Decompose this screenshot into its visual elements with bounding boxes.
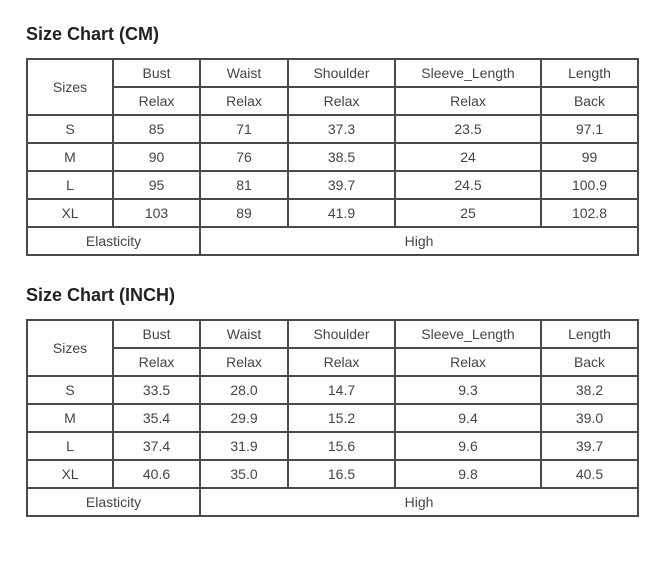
size-chart-inch-title: Size Chart (INCH) <box>26 285 176 305</box>
table-row <box>27 404 638 432</box>
cm-column-header: Shoulder <box>288 59 395 87</box>
cm-column-header: Sleeve_Length <box>395 59 541 87</box>
inch-subheader-row <box>27 348 638 376</box>
cm-size-label: L <box>27 171 113 199</box>
inch-value-cell: 37.4 <box>113 432 200 460</box>
cm-column-header: Bust <box>113 59 200 87</box>
inch-column-header: Sleeve_Length <box>395 320 541 348</box>
cm-value-cell: 23.5 <box>395 115 541 143</box>
inch-column-header: Shoulder <box>288 320 395 348</box>
inch-value-cell: 33.5 <box>113 376 200 404</box>
cm-value-cell: 24.5 <box>395 171 541 199</box>
inch-value-cell: 39.0 <box>541 404 638 432</box>
cm-value-cell: 71 <box>200 115 288 143</box>
size-chart-inch-table <box>26 319 639 517</box>
cm-value-cell: 39.7 <box>288 171 395 199</box>
inch-size-label: XL <box>27 460 113 488</box>
cm-value-cell: 102.8 <box>541 199 638 227</box>
cm-value-cell: 76 <box>200 143 288 171</box>
inch-value-cell: 9.6 <box>395 432 541 460</box>
cm-value-cell: 103 <box>113 199 200 227</box>
inch-value-cell: 39.7 <box>541 432 638 460</box>
table-row <box>27 171 638 199</box>
cm-column-subheader: Relax <box>200 87 288 115</box>
cm-size-label: M <box>27 143 113 171</box>
cm-column-subheader: Relax <box>113 87 200 115</box>
cm-value-cell: 41.9 <box>288 199 395 227</box>
inch-value-cell: 28.0 <box>200 376 288 404</box>
size-chart-cm-title: Size Chart (CM) <box>26 24 160 44</box>
cm-value-cell: 99 <box>541 143 638 171</box>
inch-size-label: L <box>27 432 113 460</box>
inch-elasticity-row <box>27 488 638 516</box>
inch-elasticity-value: High <box>200 488 638 516</box>
cm-column-subheader: Relax <box>395 87 541 115</box>
cm-subheader-row <box>27 87 638 115</box>
inch-value-cell: 35.4 <box>113 404 200 432</box>
inch-column-subheader: Relax <box>113 348 200 376</box>
table-row <box>27 432 638 460</box>
cm-column-header: Waist <box>200 59 288 87</box>
inch-header-row <box>27 320 638 348</box>
inch-value-cell: 16.5 <box>288 460 395 488</box>
table-row <box>27 460 638 488</box>
inch-column-subheader: Relax <box>395 348 541 376</box>
inch-value-cell: 15.2 <box>288 404 395 432</box>
cm-value-cell: 90 <box>113 143 200 171</box>
inch-sizes-header: Sizes <box>27 320 113 376</box>
table-row <box>27 143 638 171</box>
inch-column-header: Length <box>541 320 638 348</box>
size-chart-cm-table <box>26 58 639 256</box>
inch-value-cell: 9.4 <box>395 404 541 432</box>
cm-value-cell: 38.5 <box>288 143 395 171</box>
inch-column-header: Bust <box>113 320 200 348</box>
cm-column-subheader: Back <box>541 87 638 115</box>
inch-value-cell: 38.2 <box>541 376 638 404</box>
cm-value-cell: 85 <box>113 115 200 143</box>
inch-column-header: Waist <box>200 320 288 348</box>
inch-value-cell: 40.6 <box>113 460 200 488</box>
cm-sizes-header: Sizes <box>27 59 113 115</box>
cm-value-cell: 95 <box>113 171 200 199</box>
inch-value-cell: 9.3 <box>395 376 541 404</box>
inch-value-cell: 29.9 <box>200 404 288 432</box>
table-row <box>27 199 638 227</box>
cm-value-cell: 25 <box>395 199 541 227</box>
cm-value-cell: 97.1 <box>541 115 638 143</box>
inch-column-subheader: Back <box>541 348 638 376</box>
inch-value-cell: 9.8 <box>395 460 541 488</box>
inch-elasticity-label: Elasticity <box>27 488 200 516</box>
inch-value-cell: 40.5 <box>541 460 638 488</box>
inch-column-subheader: Relax <box>288 348 395 376</box>
cm-value-cell: 37.3 <box>288 115 395 143</box>
cm-value-cell: 24 <box>395 143 541 171</box>
cm-value-cell: 100.9 <box>541 171 638 199</box>
cm-elasticity-row <box>27 227 638 255</box>
inch-value-cell: 14.7 <box>288 376 395 404</box>
inch-value-cell: 31.9 <box>200 432 288 460</box>
cm-size-label: S <box>27 115 113 143</box>
inch-value-cell: 35.0 <box>200 460 288 488</box>
cm-size-label: XL <box>27 199 113 227</box>
inch-column-subheader: Relax <box>200 348 288 376</box>
inch-size-label: M <box>27 404 113 432</box>
inch-value-cell: 15.6 <box>288 432 395 460</box>
table-row <box>27 376 638 404</box>
cm-column-header: Length <box>541 59 638 87</box>
cm-elasticity-value: High <box>200 227 638 255</box>
cm-header-row <box>27 59 638 87</box>
cm-elasticity-label: Elasticity <box>27 227 200 255</box>
cm-column-subheader: Relax <box>288 87 395 115</box>
table-row <box>27 115 638 143</box>
cm-value-cell: 81 <box>200 171 288 199</box>
inch-size-label: S <box>27 376 113 404</box>
cm-value-cell: 89 <box>200 199 288 227</box>
